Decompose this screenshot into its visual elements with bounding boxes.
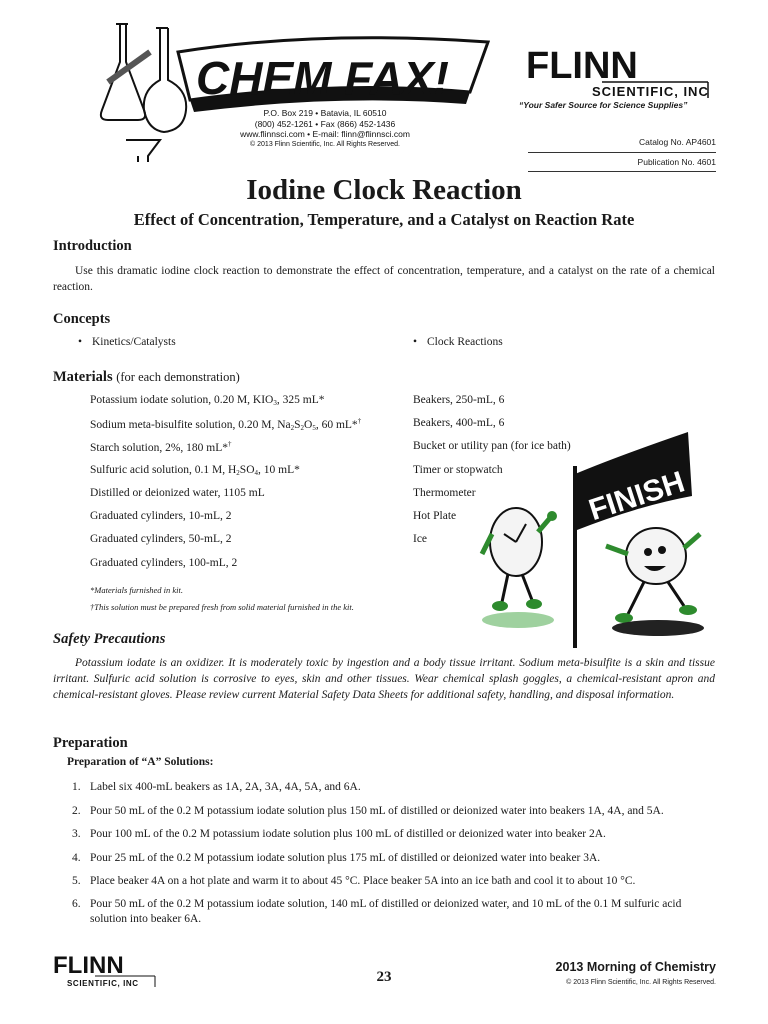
material-item: Sulfuric acid solution, 0.1 M, $H_2SO_4$, 10 mL* (90, 464, 300, 477)
tagline: “Your Safer Source for Science Supplies” (519, 100, 688, 110)
header-rule (528, 152, 716, 153)
flinn-wordmark: FLINN (526, 45, 638, 87)
material-item: Ice (413, 533, 428, 545)
page-number: 23 (376, 969, 392, 985)
preparation-step: 5. Place beaker 4A on a hot plate and warm it to about 45 °C. Place beaker 5A into an ice bath and cool it to about 10 °C. (72, 875, 636, 887)
introduction-heading: Introduction (53, 238, 132, 254)
material-item: Beakers, 250-mL, 6 (413, 394, 505, 406)
address: P.O. Box 219 • Batavia, IL 60510 (263, 108, 387, 118)
introduction-text: Use this dramatic iodine clock reaction to demonstrate the effect of concentration, temperature, and a catalyst on the rate of a chemical reaction. (53, 265, 715, 293)
preparation-step: 6. Pour 50 mL of the 0.2 M potassium iodate solution, 140 mL of distilled or deionized water, and 10 mL of the 0.1 M sulfuric acid solution into beaker 6A. (72, 898, 682, 925)
preparation-step: 3. Pour 100 mL of the 0.2 M potassium iodate solution plus 100 mL of distilled or deionized water into beaker 2A. (72, 828, 606, 840)
flask-icon (101, 24, 186, 162)
concepts-heading: Concepts (53, 311, 111, 327)
material-item: Timer or stopwatch (413, 464, 503, 476)
publication-number: Publication No. 4601 (637, 157, 716, 167)
footer-flinn-subtitle: SCIENTIFIC, INC (67, 979, 139, 988)
footer-copyright: © 2013 Flinn Scientific, Inc. All Rights Reserved. (566, 979, 716, 986)
material-item: Distilled or deionized water, 1105 mL (90, 487, 265, 499)
page-title: Iodine Clock Reaction (246, 174, 522, 206)
preparation-step: 2. Pour 50 mL of the 0.2 M potassium iodate solution plus 150 mL of distilled or deionized water into beakers 1A, 4A, and 5A. (72, 805, 664, 817)
flinn-subtitle: SCIENTIFIC, INC (592, 84, 709, 99)
safety-heading: Safety Precautions (53, 631, 166, 647)
page-subtitle: Effect of Concentration, Temperature, and a Catalyst on Reaction Rate (133, 210, 635, 229)
logo-text: CHEM FAX! (196, 52, 449, 104)
material-item: Graduated cylinders, 100-mL, 2 (90, 557, 238, 569)
contact-block (220, 108, 430, 150)
preparation-step: 1. Label six 400-mL beakers as 1A, 2A, 3A, 4A, 5A, and 6A. (72, 781, 361, 793)
phone-fax: (800) 452-1261 • Fax (866) 452-1436 (254, 118, 396, 129)
concept-item: • Clock Reactions (413, 336, 503, 348)
material-item: Graduated cylinders, 10-mL, 2 (90, 510, 232, 522)
preparation-step: 4. Pour 25 mL of the 0.2 M potassium iodate solution plus 175 mL of distilled or deionized water into beaker 3A. (72, 852, 601, 864)
finish-flag-text: FINISH (584, 465, 689, 528)
header-copyright: © 2013 Flinn Scientific, Inc. All Rights Reserved. (250, 140, 400, 148)
preparation-heading: Preparation (53, 735, 128, 751)
web-email[interactable]: www.flinnsci.com • E-mail: flinn@flinnsci.com (240, 129, 410, 139)
footnote: *Materials furnished in kit. (90, 585, 184, 595)
running-clock-left (482, 508, 557, 628)
preparation-subheading: Preparation of “A” Solutions: (67, 756, 214, 768)
material-item: Potassium iodate solution, 0.20 M, $KIO_3$, 325 mL* (90, 394, 325, 407)
material-item: Graduated cylinders, 50-mL, 2 (90, 533, 232, 545)
finish-line-illustration (478, 426, 718, 650)
footer-flinn-wordmark: FLINN (53, 952, 124, 979)
running-clock-right (606, 528, 704, 636)
material-item: Beakers, 400-mL, 6 (413, 417, 505, 429)
material-item: Hot Plate (413, 510, 457, 522)
header-rule (528, 171, 716, 172)
material-item: Bucket or utility pan (for ice bath) (413, 440, 571, 452)
material-item: Starch solution, 2%, 180 mL*† (90, 440, 232, 454)
footnote: †This solution must be prepared fresh from solid material furnished in the kit. (90, 602, 354, 612)
concept-item: • Kinetics/Catalysts (78, 336, 176, 348)
safety-text: Potassium iodate is an oxidizer. It is moderately toxic by ingestion and a body tissue irritant. Sodium meta-bisulfite is a skin and tissue irritant. Sulfuric acid solution is corrosive to eyes, skin and other tissues. Wear chemical splash goggles, a chemical-resistant apron and chemical-resistant gloves. Please review current Material Safety Data Sheets for additional safety, handling, and disposal information. (53, 657, 715, 701)
materials-heading: Materials (for each demonstration) (53, 369, 240, 385)
catalog-number: Catalog No. AP4601 (638, 137, 716, 147)
footer-event-title: 2013 Morning of Chemistry (555, 960, 716, 974)
material-item: Sodium meta-bisulfite solution, 0.20 M, $Na_2S_2O_5$, 60 mL*† (90, 417, 362, 432)
material-item: Thermometer (413, 487, 476, 499)
